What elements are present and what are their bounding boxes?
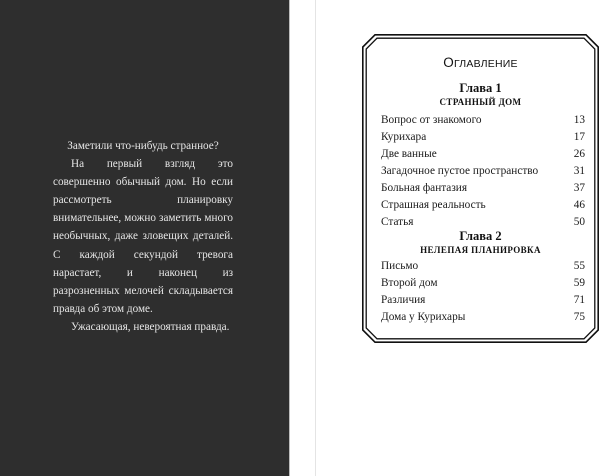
toc-entry[interactable] xyxy=(381,198,585,212)
toc-entry[interactable] xyxy=(381,164,585,178)
entry-page: 37 xyxy=(573,182,585,194)
entry-page: 13 xyxy=(573,114,585,126)
entry-title: Две ванные xyxy=(381,148,437,160)
chapter-number: Глава 1 xyxy=(459,81,502,95)
toc-entry[interactable] xyxy=(381,276,585,290)
entry-page: 17 xyxy=(573,131,585,143)
toc-entry[interactable] xyxy=(381,215,585,229)
page-fold-line xyxy=(315,0,316,476)
blurb-line-1: Заметили что-нибудь странное? xyxy=(67,140,219,152)
toc-title: ОГЛАВЛЕНИЕ xyxy=(443,55,518,70)
toc-entry[interactable] xyxy=(381,181,585,195)
chapter-name: СТРАННЫЙ ДОМ xyxy=(439,97,522,107)
entry-page: 50 xyxy=(573,216,585,228)
toc-entry[interactable] xyxy=(381,293,585,307)
toc-entry[interactable] xyxy=(381,130,585,144)
entry-title: Второй дом xyxy=(381,277,438,289)
entry-title: Загадочное пустое пространство xyxy=(381,165,539,177)
entry-page: 46 xyxy=(573,199,585,211)
entry-page: 75 xyxy=(573,311,585,323)
toc-title-text: ГЛАВЛЕНИЕ xyxy=(454,58,518,70)
blurb-line-3: Ужасающая, невероятная правда. xyxy=(71,320,230,333)
chapter-2-heading xyxy=(362,229,599,257)
entry-page: 26 xyxy=(573,148,585,160)
entry-page: 59 xyxy=(573,277,585,289)
chapter-1-heading xyxy=(362,81,599,109)
table-of-contents xyxy=(362,34,599,343)
entry-title: Больная фантазия xyxy=(381,182,468,194)
chapter-number: Глава 2 xyxy=(459,229,502,243)
entry-title: Вопрос от знакомого xyxy=(381,114,482,126)
left-page xyxy=(0,0,289,476)
back-cover-blurb xyxy=(53,137,233,336)
toc-entry[interactable] xyxy=(381,310,585,324)
entry-page: 55 xyxy=(573,260,585,272)
toc-entry[interactable] xyxy=(381,259,585,273)
entry-title: Дома у Курихары xyxy=(381,311,466,323)
chapter-name: НЕЛЕПАЯ ПЛАНИРОВКА xyxy=(420,245,541,255)
toc-entry[interactable] xyxy=(381,113,585,127)
entry-page: 71 xyxy=(573,294,585,306)
entry-title: Статья xyxy=(381,216,414,228)
page-gutter-divider xyxy=(289,0,290,476)
entry-title: Курихара xyxy=(381,131,427,143)
entry-title: Письмо xyxy=(381,260,419,272)
entry-title: Различия xyxy=(381,294,426,306)
toc-entry[interactable] xyxy=(381,147,585,161)
entry-title: Страшная реальность xyxy=(381,199,486,211)
blurb-paragraph-2: На первый взгляд это совершенно обычный дом. Но если рассмотреть планировку внимательнее, можно заметить много необычных, даже зловещих деталей. С каждой секундой тревога нарастает, и наконец из разрозненных мелочей складывается правда об этом доме. xyxy=(53,158,233,315)
entry-page: 31 xyxy=(573,165,585,177)
